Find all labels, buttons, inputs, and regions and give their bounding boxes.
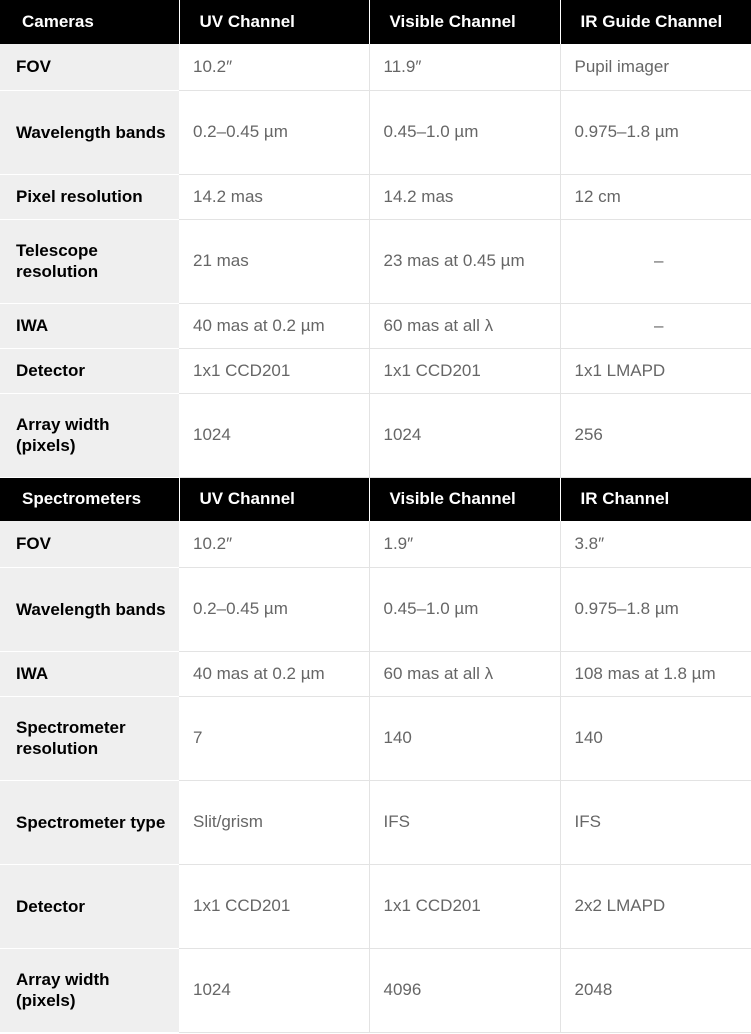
row-label: IWA	[0, 651, 179, 696]
table-cell: 2x2 LMAPD	[560, 864, 751, 948]
table-cell: 60 mas at all λ	[369, 303, 560, 348]
table-row	[0, 393, 751, 477]
table-cell: 10.2″	[179, 44, 369, 90]
table-cell: 14.2 mas	[369, 174, 560, 219]
cameras-header-title: Cameras	[0, 0, 179, 44]
table-cell: 140	[369, 696, 560, 780]
row-label: IWA	[0, 303, 179, 348]
table-cell: 1024	[179, 393, 369, 477]
table-row	[0, 521, 751, 567]
cameras-header-ir: IR Guide Channel	[560, 0, 751, 44]
row-label: Detector	[0, 348, 179, 393]
table-cell: 1x1 CCD201	[179, 348, 369, 393]
table-cell: IFS	[369, 780, 560, 864]
table-cell: 0.975–1.8 µm	[560, 90, 751, 174]
table-row	[0, 864, 751, 948]
table-row	[0, 174, 751, 219]
table-cell: 0.2–0.45 µm	[179, 567, 369, 651]
table-cell: 1x1 CCD201	[369, 348, 560, 393]
table-row	[0, 303, 751, 348]
table-cell: 0.45–1.0 µm	[369, 90, 560, 174]
table-cell: 0.45–1.0 µm	[369, 567, 560, 651]
table-cell: 21 mas	[179, 219, 369, 303]
row-label: Wavelength bands	[0, 567, 179, 651]
table-row	[0, 696, 751, 780]
table-cell: 1x1 LMAPD	[560, 348, 751, 393]
table-cell: IFS	[560, 780, 751, 864]
table-cell: 11.9″	[369, 44, 560, 90]
row-label: FOV	[0, 44, 179, 90]
table-cell: 1x1 CCD201	[369, 864, 560, 948]
cameras-header-row	[0, 0, 751, 44]
row-label: Spectrometer type	[0, 780, 179, 864]
table-cell: Slit/grism	[179, 780, 369, 864]
spectrometers-header-ir: IR Channel	[560, 477, 751, 521]
spectrometers-header-visible: Visible Channel	[369, 477, 560, 521]
table-cell: –	[560, 219, 751, 303]
table-row	[0, 651, 751, 696]
row-label: Wavelength bands	[0, 90, 179, 174]
table-cell: 14.2 mas	[179, 174, 369, 219]
table-cell: 256	[560, 393, 751, 477]
table-cell: 1024	[369, 393, 560, 477]
row-label: Spectrometer resolution	[0, 696, 179, 780]
table-cell: 23 mas at 0.45 µm	[369, 219, 560, 303]
table-row	[0, 348, 751, 393]
table-row	[0, 567, 751, 651]
table-row	[0, 219, 751, 303]
table-cell: 4096	[369, 948, 560, 1032]
table-row	[0, 44, 751, 90]
table-cell: 1.9″	[369, 521, 560, 567]
table-cell: 7	[179, 696, 369, 780]
row-label: Telescope resolution	[0, 219, 179, 303]
table-cell: 140	[560, 696, 751, 780]
spectrometers-header-uv: UV Channel	[179, 477, 369, 521]
table-cell: 0.2–0.45 µm	[179, 90, 369, 174]
spectrometers-header-row	[0, 477, 751, 521]
row-label: FOV	[0, 521, 179, 567]
table-cell: 40 mas at 0.2 µm	[179, 651, 369, 696]
table-cell: Pupil imager	[560, 44, 751, 90]
spectrometers-header-title: Spectrometers	[0, 477, 179, 521]
cameras-header-uv: UV Channel	[179, 0, 369, 44]
cameras-header-visible: Visible Channel	[369, 0, 560, 44]
table-cell: 40 mas at 0.2 µm	[179, 303, 369, 348]
row-label: Pixel resolution	[0, 174, 179, 219]
table-cell: 2048	[560, 948, 751, 1032]
table-cell: 12 cm	[560, 174, 751, 219]
row-label: Detector	[0, 864, 179, 948]
table-row	[0, 90, 751, 174]
table-row	[0, 948, 751, 1032]
table-cell: 1x1 CCD201	[179, 864, 369, 948]
table-cell: 1024	[179, 948, 369, 1032]
table-cell: 0.975–1.8 µm	[560, 567, 751, 651]
table-cell: –	[560, 303, 751, 348]
table-row	[0, 780, 751, 864]
table-cell: 60 mas at all λ	[369, 651, 560, 696]
table-cell: 10.2″	[179, 521, 369, 567]
table-cell: 108 mas at 1.8 µm	[560, 651, 751, 696]
table-cell: 3.8″	[560, 521, 751, 567]
row-label: Array width (pixels)	[0, 393, 179, 477]
row-label: Array width (pixels)	[0, 948, 179, 1032]
